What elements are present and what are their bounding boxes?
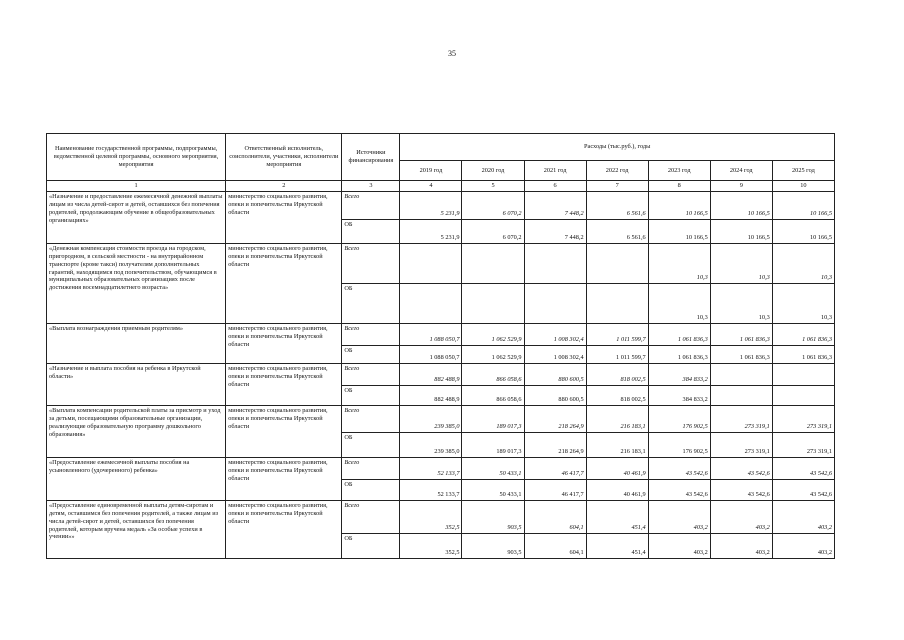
total-value: 10 166,5 [648,192,710,220]
header-year: 2023 год [648,161,710,181]
measure-name: «Выплата компенсации родительской платы за присмотр и уход за детьми, посещающими образовательные организации, реализующие образовательную программу дошкольного образования» [47,406,226,458]
header-executor: Ответственный исполнитель, соисполнители, участники, исполнители мероприятия [226,134,342,181]
total-value: 403,2 [772,501,834,534]
total-value: 882 488,9 [400,364,462,386]
ob-value: 43 542,6 [710,480,772,501]
total-value: 5 231,9 [400,192,462,220]
source-ob-label: ОБ [342,284,400,324]
total-value [772,364,834,386]
source-total-label: Всего [342,324,400,346]
ob-value: 46 417,7 [524,480,586,501]
table-row [47,458,835,480]
total-value: 273 319,1 [710,406,772,433]
ob-value: 10 166,5 [710,220,772,244]
ob-value: 218 264,9 [524,433,586,458]
ob-value: 50 433,1 [462,480,524,501]
header-year: 2025 год [772,161,834,181]
column-numbers-row [47,181,835,192]
total-value: 1 011 599,7 [586,324,648,346]
measure-name: «Назначение и предоставление ежемесячной денежной выплаты лицам из числа детей-сирот и детей, оставшихся без попечения родителей, продолжающим обучение в общеобразовательных организациях» [47,192,226,244]
ob-value [400,284,462,324]
table-row [47,406,835,433]
ob-value: 10,3 [710,284,772,324]
ob-value: 10 166,5 [648,220,710,244]
total-value: 1 061 836,3 [710,324,772,346]
total-value: 52 133,7 [400,458,462,480]
column-number: 9 [710,181,772,192]
ob-value: 1 061 836,3 [772,346,834,364]
table-row [47,501,835,534]
total-value: 6 070,2 [462,192,524,220]
ob-value: 1 061 836,3 [648,346,710,364]
total-value: 43 542,6 [772,458,834,480]
total-value: 273 319,1 [772,406,834,433]
ob-value: 6 561,6 [586,220,648,244]
ob-value [586,284,648,324]
total-value: 1 061 836,3 [772,324,834,346]
header-year: 2021 год [524,161,586,181]
ob-value: 5 231,9 [400,220,462,244]
ob-value: 451,4 [586,534,648,559]
total-value [462,244,524,284]
measure-name: «Предоставление единовременной выплаты детям-сиротам и детям, оставшимся без попечения родителей, а также лицам из числа детей-сирот и детей, оставшихся без попечения родителей, которым вручена медаль «За особые успехи в учении»» [47,501,226,559]
source-total-label: Всего [342,192,400,220]
header-year: 2022 год [586,161,648,181]
ob-value: 176 902,5 [648,433,710,458]
table-row [47,244,835,284]
ob-value: 1 008 302,4 [524,346,586,364]
total-value: 7 448,2 [524,192,586,220]
total-value: 10,3 [710,244,772,284]
source-total-label: Всего [342,501,400,534]
total-value [524,244,586,284]
ob-value: 866 058,6 [462,386,524,406]
measure-name: «Выплата вознаграждения приемным родителям» [47,324,226,364]
total-value: 10 166,5 [710,192,772,220]
total-value: 50 433,1 [462,458,524,480]
executor: министерство социального развития, опеки и попечительства Иркутской области [226,324,342,364]
total-value [586,244,648,284]
measure-name: «Денежная компенсация стоимости проезда на городском, пригородном, в сельской местности - на внутрирайонном транспорте (кроме такси) получателям дополнительных гарантий, находящимся под попечительством, обучающимся в муниципальных образовательных организациях после достижения восемнадцатилетнего возраста» [47,244,226,324]
column-number: 6 [524,181,586,192]
total-value: 10,3 [648,244,710,284]
ob-value: 384 833,2 [648,386,710,406]
total-value: 1 062 529,9 [462,324,524,346]
ob-value: 7 448,2 [524,220,586,244]
header-expenses: Расходы (тыс.руб.), годы [400,134,835,161]
executor: министерство социального развития, опеки и попечительства Иркутской области [226,244,342,324]
ob-value: 216 183,1 [586,433,648,458]
source-ob-label: ОБ [342,433,400,458]
total-value: 176 902,5 [648,406,710,433]
ob-value: 52 133,7 [400,480,462,501]
total-value: 903,5 [462,501,524,534]
total-value: 218 264,9 [524,406,586,433]
page-number: 35 [448,49,456,58]
source-ob-label: ОБ [342,386,400,406]
table-row [47,192,835,220]
total-value: 239 385,0 [400,406,462,433]
header-year: 2019 год [400,161,462,181]
source-total-label: Всего [342,364,400,386]
header-row-top [47,134,835,161]
measure-name: «Назначение и выплата пособия на ребенка в Иркутской области» [47,364,226,406]
total-value: 189 017,3 [462,406,524,433]
source-ob-label: ОБ [342,346,400,364]
source-ob-label: ОБ [342,220,400,244]
total-value: 1 061 836,3 [648,324,710,346]
ob-value: 604,1 [524,534,586,559]
table-row [47,324,835,346]
ob-value: 43 542,6 [648,480,710,501]
executor: министерство социального развития, опеки и попечительства Иркутской области [226,364,342,406]
column-number: 4 [400,181,462,192]
ob-value: 10 166,5 [772,220,834,244]
total-value: 403,2 [710,501,772,534]
ob-value: 1 062 529,9 [462,346,524,364]
total-value: 43 542,6 [710,458,772,480]
ob-value: 6 070,2 [462,220,524,244]
total-value: 1 088 050,7 [400,324,462,346]
source-total-label: Всего [342,244,400,284]
total-value: 46 417,7 [524,458,586,480]
total-value [400,244,462,284]
source-total-label: Всего [342,458,400,480]
measure-name: «Предоставление ежемесячной выплаты пособия на усыновленного (удочеренного) ребенка» [47,458,226,501]
ob-value: 352,5 [400,534,462,559]
total-value: 352,5 [400,501,462,534]
ob-value: 880 600,5 [524,386,586,406]
ob-value: 10,3 [772,284,834,324]
total-value: 403,2 [648,501,710,534]
source-ob-label: ОБ [342,534,400,559]
ob-value [772,386,834,406]
column-number: 8 [648,181,710,192]
header-source: Источники финансирования [342,134,400,181]
ob-value: 1 088 050,7 [400,346,462,364]
ob-value: 40 461,9 [586,480,648,501]
total-value: 10 166,5 [772,192,834,220]
total-value: 10,3 [772,244,834,284]
total-value: 40 461,9 [586,458,648,480]
total-value: 384 833,2 [648,364,710,386]
ob-value [710,386,772,406]
ob-value: 882 488,9 [400,386,462,406]
header-year: 2024 год [710,161,772,181]
ob-value: 1 061 836,3 [710,346,772,364]
ob-value [524,284,586,324]
header-year: 2020 год [462,161,524,181]
source-total-label: Всего [342,406,400,433]
ob-value: 189 017,3 [462,433,524,458]
column-number: 10 [772,181,834,192]
ob-value: 273 319,1 [772,433,834,458]
total-value: 216 183,1 [586,406,648,433]
executor: министерство социального развития, опеки и попечительства Иркутской области [226,458,342,501]
total-value: 866 058,6 [462,364,524,386]
header-name: Наименование государственной программы, подпрограммы, ведомственной целевой программы, основного мероприятия, мероприятия [47,134,226,181]
ob-value: 10,3 [648,284,710,324]
total-value: 451,4 [586,501,648,534]
table-row [47,364,835,386]
column-number: 2 [226,181,342,192]
total-value: 1 008 302,4 [524,324,586,346]
ob-value: 903,5 [462,534,524,559]
column-number: 5 [462,181,524,192]
ob-value: 403,2 [648,534,710,559]
ob-value: 273 319,1 [710,433,772,458]
ob-value: 403,2 [710,534,772,559]
total-value: 6 561,6 [586,192,648,220]
ob-value: 1 011 599,7 [586,346,648,364]
source-ob-label: ОБ [342,480,400,501]
total-value: 880 600,5 [524,364,586,386]
column-number: 1 [47,181,226,192]
ob-value: 43 542,6 [772,480,834,501]
executor: министерство социального развития, опеки и попечительства Иркутской области [226,192,342,244]
ob-value: 403,2 [772,534,834,559]
executor: министерство социального развития, опеки и попечительства Иркутской области [226,406,342,458]
expenses-table [46,133,835,559]
column-number: 3 [342,181,400,192]
total-value: 818 002,5 [586,364,648,386]
executor: министерство социального развития, опеки и попечительства Иркутской области [226,501,342,559]
ob-value [462,284,524,324]
total-value: 43 542,6 [648,458,710,480]
ob-value: 239 385,0 [400,433,462,458]
ob-value: 818 002,5 [586,386,648,406]
column-number: 7 [586,181,648,192]
total-value [710,364,772,386]
total-value: 604,1 [524,501,586,534]
